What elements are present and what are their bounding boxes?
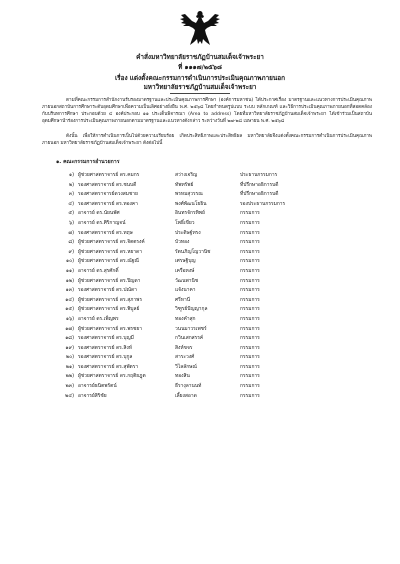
member-name: รองศาสตราจารย์ ดร.ชนบดี (78, 181, 137, 188)
member-surname: เลี้ยงสอาด (175, 392, 197, 399)
order-title: คำสั่งมหาวิทยาลัยราชภัฏบ้านสมเด็จเจ้าพระยา (136, 53, 264, 61)
member-name: ผู้ช่วยศาสตราจารย์ ดร.พิบูลย์ (78, 306, 140, 313)
committee-member-row (60, 277, 380, 287)
committee-member-row (60, 229, 380, 239)
member-number: ๒๒) (65, 373, 74, 380)
member-role: กรรมการ (240, 335, 260, 342)
committee-member-row (60, 334, 380, 344)
order-subject: เรื่อง แต่งตั้งคณะกรรมการดำเนินการประเมินคุณภาพภายนอก (114, 74, 285, 82)
member-role: กรรมการ (240, 296, 260, 303)
member-number: ๒๔) (65, 392, 74, 399)
member-role: กรรมการ (240, 267, 260, 274)
member-surname: ทองสิน (175, 373, 190, 380)
member-surname: วิฑูรย์ปัญญากุล (175, 306, 208, 313)
member-name: ผู้ช่วยศาสตราจารย์ ดร.คมกร (78, 172, 140, 178)
member-name: รองศาสตราจารย์ ดร.ทฤษ (78, 229, 133, 236)
member-role: กรรมการ (240, 229, 260, 236)
committee-member-row (60, 392, 380, 402)
member-surname: เศรษฐิบุญ (175, 258, 196, 265)
committee-member-row (60, 267, 380, 277)
member-number: ๑๙) (65, 344, 74, 351)
committee-member-row (60, 296, 380, 306)
member-surname: แจ้งนาคา (175, 287, 196, 294)
member-number: ๒๐) (65, 354, 74, 361)
member-surname: โพธิ์เขียว (175, 219, 195, 226)
member-number: ๖) (68, 219, 74, 226)
member-name: รองศาสตราจารย์ดวงสมชาย (78, 191, 138, 198)
member-role: กรรมการ (240, 373, 260, 380)
member-surname: อินทรจักรทิพย์ (175, 210, 205, 217)
member-number: ๙) (68, 248, 74, 255)
member-name: รองศาสตราจารย์ ดร.สิงห์ (78, 344, 132, 351)
member-number: ๑๗) (65, 325, 74, 332)
member-name: อาจารย์ ดร.เพ็ญพร (78, 315, 119, 322)
section-heading: ๑. คณะกรรมการอำนวยการ (56, 159, 120, 165)
member-name: รองศาสตราจารย์ ดร.ปณัดา (78, 287, 137, 294)
committee-member-row (60, 353, 380, 363)
member-number: ๑๖) (65, 315, 74, 322)
member-number: ๑๐) (66, 258, 74, 265)
member-surname: พงศ์พัฒนโยธิน (175, 200, 207, 207)
committee-member-row (60, 325, 380, 335)
member-name: ผู้ช่วยศาสตราจารย์ ดร.ณัฐณี (78, 258, 139, 265)
member-role: กรรมการ (240, 287, 260, 294)
committee-member-row (60, 344, 380, 354)
member-number: ๔) (68, 200, 74, 207)
member-surname: วัฒนพานิช (175, 277, 199, 284)
member-role: รองประธานกรรมการ (240, 200, 286, 207)
member-surname: ทัพทรัพย์ (175, 181, 194, 188)
member-role: กรรมการ (240, 210, 260, 217)
member-role: กรรมการ (240, 392, 260, 399)
member-surname: ธีรางุลานนท์ (175, 383, 202, 390)
member-name: ผู้ช่วยศาสตราจารย์ ดร.หยาดา (78, 248, 142, 255)
member-number: ๑๑) (65, 267, 74, 274)
member-surname: ประดิษฐ์ทรง (175, 229, 201, 236)
member-number: ๑๕) (65, 306, 74, 313)
member-role: กรรมการ (240, 306, 260, 313)
committee-member-row (60, 181, 380, 191)
member-surname: พรหมสุวรรณ (175, 191, 203, 198)
member-surname: สาระวงศ์ (175, 354, 195, 361)
committee-member-row (60, 248, 380, 258)
committee-member-row (60, 200, 380, 210)
member-role: กรรมการ (240, 315, 260, 322)
member-number: ๑๘) (65, 335, 74, 342)
member-name: รองศาสตราจารย์ ดร.บุกูล (78, 354, 133, 361)
member-role: ที่ปรึกษาอธิการบดี (240, 191, 279, 198)
member-role: กรรมการ (240, 383, 260, 390)
committee-member-row (60, 238, 380, 248)
member-number: ๑) (68, 172, 74, 178)
member-name: ผู้ช่วยศาสตราจารย์ ดร.สุภาพร (78, 296, 143, 303)
member-surname: สว่างเจริญ (175, 172, 198, 178)
member-role: ที่ปรึกษาอธิการบดี (240, 181, 279, 188)
member-role: ประธานกรรมการ (240, 172, 278, 178)
order-number: ที่ ๑๑๑๗/๒๕๖๘ (178, 63, 222, 71)
member-number: ๑๔) (65, 296, 74, 303)
committee-member-row (60, 382, 380, 392)
order-subject-line2: มหาวิทยาลัยราชภัฏบ้านสมเด็จเจ้าพระยา (143, 83, 257, 91)
member-name: อาจารย์ ดร.ศิริกาญจน์ (78, 219, 126, 226)
member-name: รองศาสตราจารย์ ดร.บุญมี (78, 335, 134, 342)
member-name: รองศาสตราจารย์ ดร.ทองคา (78, 200, 138, 207)
member-role: กรรมการ (240, 258, 260, 265)
committee-member-row (60, 315, 380, 325)
member-role: กรรมการ (240, 325, 260, 332)
member-role: กรรมการ (240, 248, 260, 255)
committee-member-row (60, 171, 380, 181)
member-surname: วนนมาวรเพชร์ (175, 325, 207, 332)
committee-member-row (60, 190, 380, 200)
member-number: ๑๒) (65, 277, 74, 284)
committee-member-row (60, 286, 380, 296)
member-surname: บัวทอง (175, 239, 190, 246)
member-surname: ศรีหานี (175, 296, 191, 303)
member-surname: รัตนภิญโญวานิช (175, 248, 211, 255)
member-number: ๗) (68, 229, 74, 236)
member-name: ผู้ช่วยศาสตราจารย์ ดร.ปิญดา (78, 277, 141, 284)
member-role: กรรมการ (240, 277, 260, 284)
member-name: ผู้ช่วยศาสตราจารย์ ดร.กฤติยฎุต (78, 373, 146, 380)
committee-member-row (60, 363, 380, 373)
committee-member-row (60, 257, 380, 267)
member-role: กรรมการ (240, 344, 260, 351)
member-surname: สิงห์ขจร (175, 344, 193, 351)
committee-member-row (60, 305, 380, 315)
member-role: กรรมการ (240, 354, 260, 361)
committee-member-list (60, 171, 380, 401)
member-role: กรรมการ (240, 363, 260, 370)
committee-member-row (60, 209, 380, 219)
member-surname: กวินเสกสรรค์ (175, 335, 204, 342)
member-surname: ทองคำสุก (175, 315, 196, 322)
member-name: ผู้ช่วยศาสตราจารย์ ดร.พรชยา (78, 325, 142, 332)
paragraph-preamble: ตามที่คณะกรรมการสำนักงานรับรองมาตรฐานและประเมินคุณภาพการศึกษา (องค์การมหาชน) ได้ประกาศเรื่อง มาตรฐานและแนวทางการประเมินคุณภาพภายนอกสถาบันการศึกษาระดับอุดมศึกษาเพื่อความเป็นเลิศอย่างยั่งยืน พ.ศ. ๒๕๖๘ โดยกำหนดรูปแบบ ระบบ หลักเกณฑ์ และวิธีการประเมินคุณภาพภายนอกที่สอดคล้องกับบริบทการศึกษา ประกอบด้วย ๔ องค์ประกอบ ๑๑ ประเด็นพิจารณา (Area to address) โดยที่มหาวิทยาลัยราชภัฏบ้านสมเด็จเจ้าพระยา ได้เข้าร่วมเป็นสถาบันอุดมศึกษานำร่องการประเมินคุณภาพภายนอกตามมาตรฐานและแนวทางดังกล่าว ระหว่างวันที่ ๒๗-๒๘ เมษายน พ.ศ. ๒๕๖๘ (42, 98, 372, 125)
member-role: กรรมการ (240, 239, 260, 246)
committee-member-row (60, 372, 380, 382)
member-name: อาจารย์ ดร.นัยนพัศ (78, 210, 120, 217)
divider (170, 93, 230, 94)
paragraph-resolution: ดังนั้น เพื่อให้การดำเนินการเป็นไปด้วยความเรียบร้อย เกิดประสิทธิภาพและประสิทธิผล มหาวิทยาลัยจึงแต่งตั้งคณะกรรมการดำเนินการประเมินคุณภาพภายนอก มหาวิทยาลัยราชภัฏบ้านสมเด็จเจ้าพระยา ดังต่อไปนี้ (42, 134, 372, 147)
member-number: ๒๓) (65, 383, 74, 390)
member-number: ๘) (68, 239, 74, 246)
committee-member-row (60, 219, 380, 229)
member-number: ๒) (68, 181, 74, 188)
member-name: อาจารย์ ดร.สุรศักดิ์ (78, 267, 119, 274)
member-surname: เครือหงษ์ (175, 267, 195, 274)
member-name: อาจารย์สิริชัย (78, 392, 107, 399)
member-name: รองศาสตราจารย์ ดร.สุพัตรา (78, 363, 139, 370)
member-name: อาจารย์ธนิตพรัตน์ (78, 383, 117, 390)
member-number: ๓) (68, 191, 74, 198)
garuda-emblem-icon (178, 8, 222, 48)
member-role: กรรมการ (240, 219, 260, 226)
member-number: ๕) (68, 210, 74, 217)
member-number: ๑๓) (65, 287, 74, 294)
member-surname: วิไลลักษณ์ (175, 363, 197, 370)
member-number: ๒๑) (65, 363, 74, 370)
member-name: ผู้ช่วยศาสตราจารย์ ดร.จิตตรงค์ (78, 239, 145, 246)
